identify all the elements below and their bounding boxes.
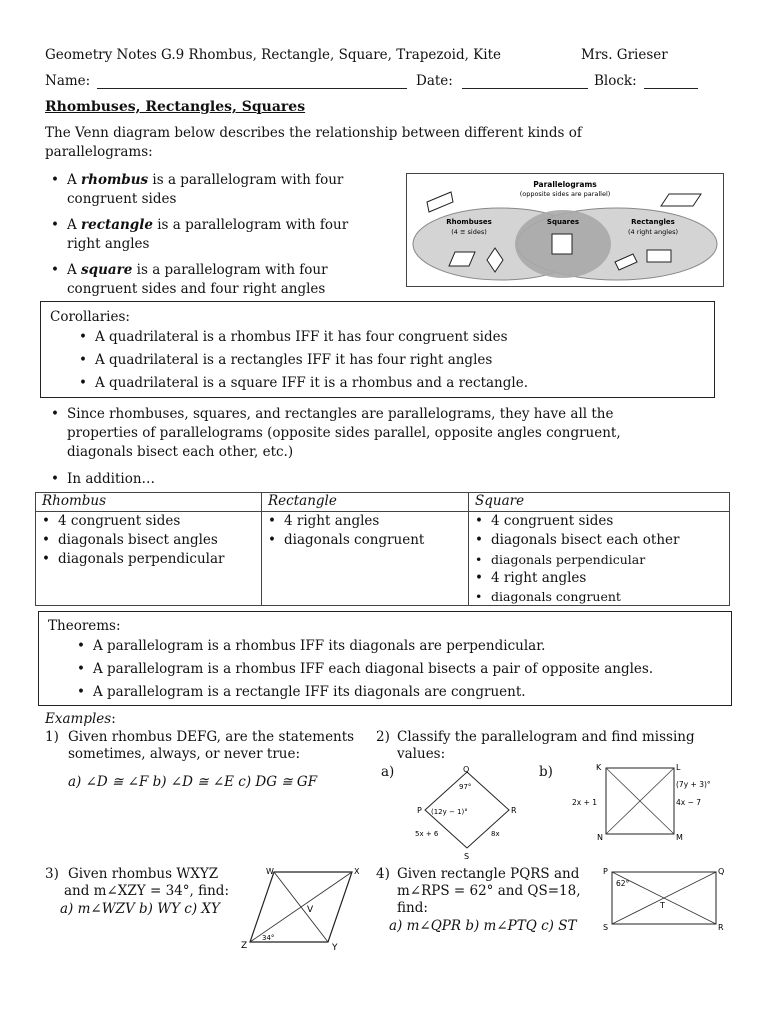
- venn-right-sub: (4 right angles): [627, 228, 679, 236]
- properties-table: [35, 492, 730, 606]
- venn-middle-label: Squares: [546, 218, 580, 226]
- example-1-parts: a) ∠D ≅ ∠F b) ∠D ≅ ∠E c) DG ≅ GF: [68, 774, 318, 790]
- expr-5x: 5x + 6: [415, 830, 439, 838]
- corollary-item: • A quadrilateral is a rhombus IFF it has four congruent sides: [73, 328, 703, 347]
- venn-left-sub: (4 ≅ sides): [451, 228, 487, 236]
- expr-2x: 2x + 1: [572, 798, 598, 807]
- expr-12y: (12y − 1)°: [431, 808, 468, 816]
- theorem-item: • A parallelogram is a rhombus IFF its diagonals are perpendicular.: [71, 637, 721, 656]
- name-blank[interactable]: [97, 88, 407, 89]
- venn-right-label: Rectangles: [631, 218, 675, 226]
- example-2-line1: Classify the parallelogram and find missing: [397, 729, 695, 745]
- figure-2a-rhombus: [405, 762, 525, 862]
- since-item: • Since rhombuses, squares, and rectangles are parallelograms, they have all the properties of parallelograms (opposite sides parallel, opposite angles congruent, diagonals bisect each other, etc.): [45, 405, 725, 462]
- theorems-box: [38, 611, 732, 706]
- angle-97: 97°: [459, 783, 472, 791]
- label-s: S: [603, 923, 609, 932]
- corollary-item: • A quadrilateral is a rectangles IFF it has four right angles: [73, 351, 703, 370]
- rectangle-cell: [262, 512, 469, 606]
- label-x: X: [354, 867, 360, 876]
- list-item: • diagonals bisect each other: [469, 531, 723, 550]
- label-v: V: [307, 905, 314, 915]
- example-1-number: 1): [45, 729, 59, 745]
- definition-square: • A square is a parallelogram with four congruent sides and four right angles: [45, 261, 405, 299]
- examples-heading: Examples:: [45, 711, 116, 727]
- label-y: Y: [332, 943, 338, 952]
- label-p: P: [417, 806, 422, 815]
- definition-rectangle: • A rectangle is a parallelogram with four right angles: [45, 216, 405, 254]
- definition-rhombus: • A rhombus is a parallelogram with four congruent sides: [45, 171, 405, 209]
- expr-8x: 8x: [491, 830, 500, 838]
- figure-3-rhombus: [240, 860, 370, 952]
- doc-title: Geometry Notes G.9 Rhombus, Rectangle, Square, Trapezoid, Kite: [45, 47, 501, 63]
- date-label: Date:: [416, 73, 453, 89]
- label-k: K: [596, 763, 602, 772]
- label-l: L: [676, 763, 681, 772]
- label-q: Q: [718, 867, 725, 876]
- list-item: • 4 congruent sides: [469, 512, 723, 531]
- block-blank[interactable]: [644, 88, 698, 89]
- label-n: N: [597, 833, 603, 842]
- example-2-line2: values:: [397, 746, 446, 762]
- example-3-line2: and m∠XZY = 34°, find:: [64, 883, 229, 899]
- date-blank[interactable]: [462, 88, 588, 89]
- section-title: Rhombuses, Rectangles, Squares: [45, 99, 306, 115]
- example-1-line2: sometimes, always, or never true:: [68, 746, 301, 762]
- rhombus-cell: [36, 512, 262, 606]
- venn-title: Parallelograms: [533, 180, 597, 189]
- since-list: [45, 405, 725, 489]
- label-r: R: [511, 806, 517, 815]
- label-q: Q: [463, 765, 470, 774]
- table-header-rhombus: Rhombus: [36, 493, 262, 512]
- name-label: Name:: [45, 73, 91, 89]
- angle-34: 34°: [262, 934, 275, 942]
- list-item: • diagonals perpendicular: [469, 550, 723, 569]
- theorems-list: [71, 637, 721, 702]
- theorems-heading: Theorems:: [48, 618, 121, 634]
- label-s: S: [464, 852, 470, 861]
- example-4-line1: Given rectangle PQRS and: [397, 866, 580, 882]
- corollaries-list: [73, 328, 703, 393]
- corollaries-box: [40, 301, 715, 398]
- theorem-item: • A parallelogram is a rhombus IFF each diagonal bisects a pair of opposite angles.: [71, 660, 721, 679]
- example-3-number: 3): [45, 866, 59, 882]
- figure-2b-rectangle: [568, 760, 728, 844]
- label-t: T: [660, 901, 665, 910]
- venn-diagram: [406, 173, 724, 287]
- example-2-part-b: b): [539, 764, 553, 780]
- label-p: P: [603, 867, 608, 876]
- intro-line-1: The Venn diagram below describes the relationship between different kinds of: [45, 125, 582, 141]
- example-4-line3: find:: [397, 900, 428, 916]
- list-item: • 4 right angles: [262, 512, 462, 531]
- corollary-item: • A quadrilateral is a square IFF it is a rhombus and a rectangle.: [73, 374, 703, 393]
- venn-left-label: Rhombuses: [446, 218, 492, 226]
- expr-7y: (7y + 3)°: [676, 780, 711, 789]
- list-item: • 4 congruent sides: [36, 512, 255, 531]
- label-w: W: [266, 867, 274, 876]
- label-r: R: [718, 923, 724, 932]
- square-cell: [469, 512, 730, 606]
- theorem-item: • A parallelogram is a rectangle IFF its diagonals are congruent.: [71, 683, 721, 702]
- example-4-line4: a) m∠QPR b) m∠PTQ c) ST: [389, 918, 577, 934]
- list-item: • diagonals bisect angles: [36, 531, 255, 550]
- example-4-line2: m∠RPS = 62° and QS=18,: [397, 883, 581, 899]
- list-item: • diagonals congruent: [262, 531, 462, 550]
- teacher-name: Mrs. Grieser: [581, 47, 668, 63]
- expr-4x: 4x − 7: [676, 798, 702, 807]
- list-item: • diagonals perpendicular: [36, 550, 255, 569]
- example-2-part-a: a): [381, 764, 395, 780]
- table-header-rectangle: Rectangle: [262, 493, 469, 512]
- example-1-line1: Given rhombus DEFG, are the statements: [68, 729, 355, 745]
- example-3-line3: a) m∠WZV b) WY c) XY: [60, 901, 220, 917]
- label-z: Z: [241, 941, 248, 951]
- label-m: M: [676, 833, 683, 842]
- angle-62: 62°: [616, 879, 630, 888]
- example-3-line1: Given rhombus WXYZ: [68, 866, 219, 882]
- intro-line-2: parallelograms:: [45, 144, 153, 160]
- list-item: • diagonals congruent: [469, 588, 723, 605]
- list-item: • 4 right angles: [469, 569, 723, 588]
- in-addition-item: • In addition…: [45, 470, 725, 489]
- definitions-list: [45, 171, 405, 299]
- example-2-number: 2): [376, 729, 390, 745]
- figure-4-rectangle: [600, 864, 730, 934]
- corollaries-heading: Corollaries:: [50, 309, 130, 325]
- venn-subtitle: (opposite sides are parallel): [519, 190, 611, 198]
- example-4-number: 4): [376, 866, 390, 882]
- block-label: Block:: [594, 73, 637, 89]
- table-header-square: Square: [469, 493, 730, 512]
